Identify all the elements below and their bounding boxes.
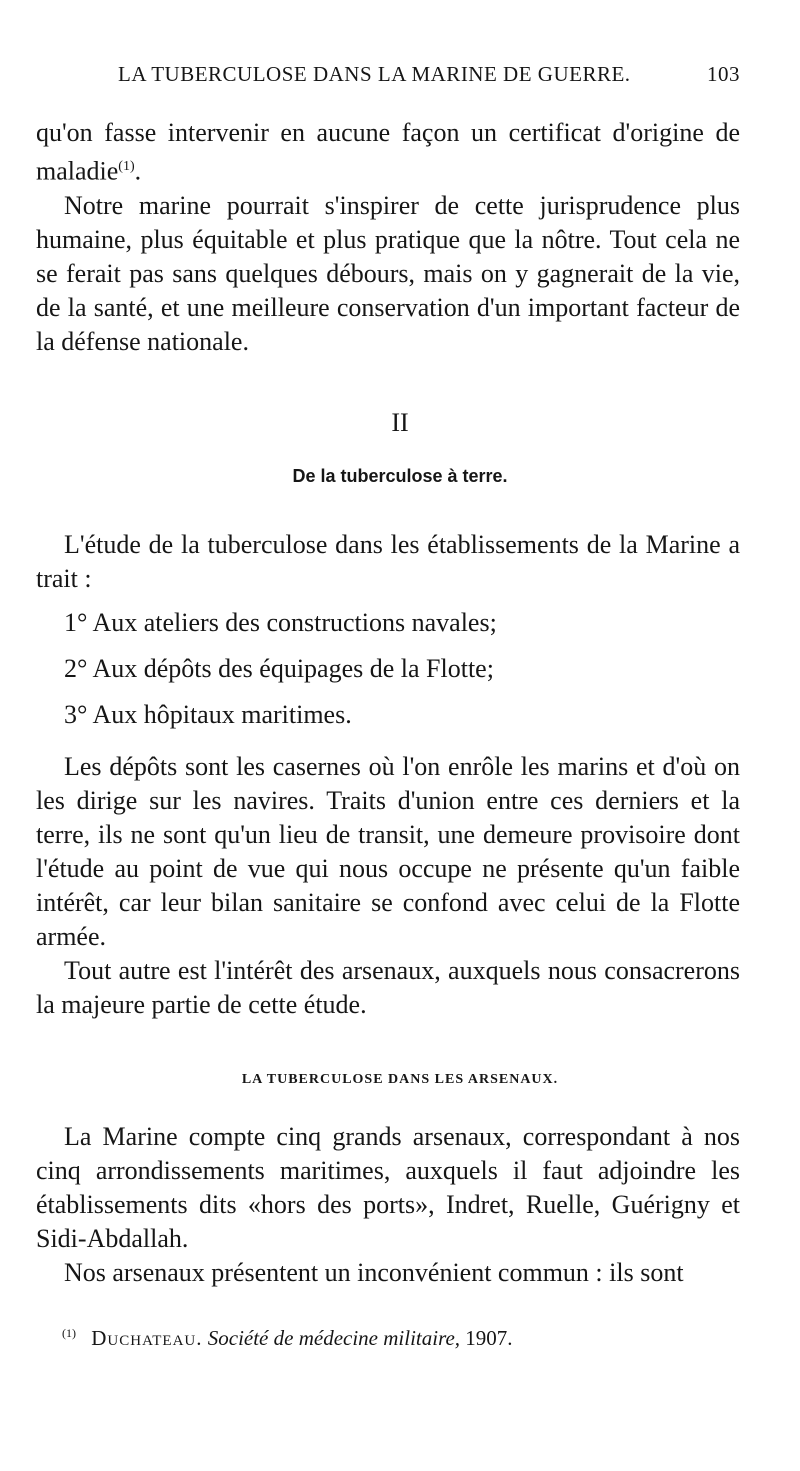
numbered-list <box>64 608 724 746</box>
list-item: 2° Aux dépôts des équipages de la Flotte; <box>64 654 494 683</box>
paragraph <box>36 116 740 189</box>
running-title: LA TUBERCULOSE DANS LA MARINE DE GUERRE. <box>118 62 631 86</box>
footnote-year: 1907. <box>465 1326 513 1350</box>
footnote-source: Société de médecine militaire, <box>207 1326 461 1350</box>
footnote-marker: (1) <box>62 1326 76 1340</box>
paragraph: Les dépôts sont les casernes où l'on enrôle les marins et d'où on les dirige sur les navires. Traits d'union entre ces derniers et la terre, ils ne sont qu'un lieu de transit, une demeure provisoire dont l'étude au point de vue qui nous occupe ne présente qu'un faible intérêt, car leur bilan sanitaire se confond avec celui de la Flotte armée. <box>36 752 740 951</box>
paragraph: L'étude de la tuberculose dans les établissements de la Marine a trait : <box>36 530 740 593</box>
paragraph: Nos arsenaux présentent un inconvénient commun : ils sont <box>64 1258 684 1287</box>
section-title: De la tuberculose à terre. <box>292 466 508 486</box>
middle-text-block <box>36 750 740 1022</box>
page-number: 103 <box>707 62 740 86</box>
page-header <box>118 62 740 87</box>
intro-paragraph <box>36 528 740 596</box>
paragraph: Notre marine pourrait s'inspirer de cette jurisprudence plus humaine, plus équitable et plus pratique que la nôtre. Tout cela ne se ferait pas sans quelques débours, mais on y gagnerait de la vie, de la santé, et une meilleure conservation d'un important facteur de la défense nationale. <box>36 190 740 356</box>
section-numeral: II <box>391 408 409 437</box>
paragraph: Tout autre est l'intérêt des arsenaux, auxquels nous consacrerons la majeure partie de cette étude. <box>36 956 740 1019</box>
paragraph-text: qu'on fasse intervenir en aucune façon un certificat d'origine de maladie <box>36 118 740 186</box>
top-text-block <box>36 116 740 359</box>
punctuation: . <box>134 156 142 186</box>
footnote-author: Duchateau. <box>91 1326 203 1350</box>
list-item: 1° Aux ateliers des constructions navales; <box>64 608 497 637</box>
footnote-reference: (1) <box>118 159 135 174</box>
footnote <box>62 1326 513 1351</box>
paragraph: La Marine compte cinq grands arsenaux, correspondant à nos cinq arrondissements maritimes, auxquels il faut adjoindre les établissements dits «hors des ports», Indret, Ruelle, Guérigny et Sidi-Abdallah. <box>36 1122 740 1253</box>
bottom-text-block <box>36 1120 740 1290</box>
list-item: 3° Aux hôpitaux maritimes. <box>64 700 352 729</box>
subsection-title: LA TUBERCULOSE DANS LES ARSENAUX. <box>241 1072 559 1087</box>
